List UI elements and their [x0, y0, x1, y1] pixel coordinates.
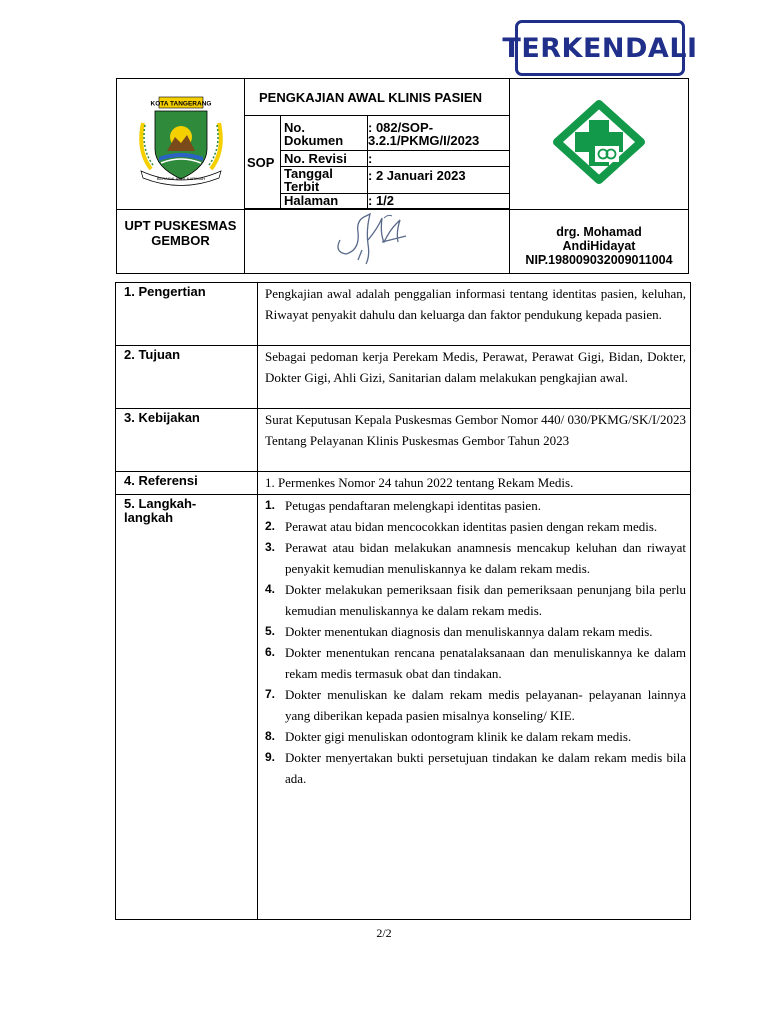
step-item: 4. Dokter melakukan pemeriksaan fisik dan pemeriksaan penunjang bila perlu kemudian menuliskannya ke dalam rekam medis. [265, 582, 686, 618]
sop-content-table [115, 282, 691, 920]
step-item: 9. Dokter menyertakan bukti persetujuan tindakan ke dalam rekam medis bila ada. [265, 750, 686, 786]
step-item: 5. Dokter menentukan diagnosis dan menuliskannya dalam rekam medis. [265, 624, 653, 639]
org-name: UPT PUSKESMAS GEMBOR [124, 218, 237, 248]
section-steps-langkah [258, 495, 691, 920]
section-title-tujuan: 2. Tujuan [116, 346, 258, 409]
section-title-referensi: 4. Referensi [116, 472, 258, 495]
step-item: 6. Dokter menentukan rencana penatalaksanaan dan menuliskannya ke dalam rekam medis termasuk obat dan tindakan. [265, 645, 686, 681]
document-title: PENGKAJIAN AWAL KLINIS PASIEN [259, 89, 482, 105]
steps-list [265, 495, 686, 789]
sop-label: SOP [247, 154, 275, 170]
puskesmas-logo [551, 100, 647, 184]
signer-cell [510, 210, 689, 274]
field-label-tanggal-terbit: Tanggal Terbit [281, 167, 368, 194]
langkah-title-text: 5. Langkah-langkah [124, 496, 197, 525]
field-label-no-revisi: No. Revisi [281, 151, 368, 167]
field-label-halaman: Halaman [281, 194, 368, 209]
health-logo-cell [510, 79, 689, 210]
section-text-referensi: 1. Permenkes Nomor 24 tahun 2022 tentang Rekam Medis. [258, 472, 691, 495]
title-cell [245, 79, 510, 116]
signer-name: drg. Mohamad AndiHidayat [556, 225, 642, 253]
page-number: 2/2 [376, 926, 392, 940]
section-text-pengertian: Pengkajian awal adalah penggalian informasi tentang identitas pasien, keluhan, Riwayat penyakit dahulu dan keluarga dan faktor pendukung kepada pasien. [258, 283, 691, 346]
step-item: 8. Dokter gigi menuliskan odontogram klinik ke dalam rekam medis. [265, 729, 632, 744]
section-text-tujuan: Sebagai pedoman kerja Perekam Medis, Perawat, Perawat Gigi, Bidan, Dokter, Dokter Gigi, Ahli Gizi, Sanitarian dalam melakukan pengkajian awal. [258, 346, 691, 409]
logo-city-text: KOTA TANGERANG [150, 100, 211, 107]
section-title-langkah [116, 495, 258, 920]
signer-nip: NIP.198009032009011004 [525, 253, 673, 267]
section-title-kebijakan: 3. Kebijakan [116, 409, 258, 472]
field-value-halaman: : 1/2 [368, 194, 510, 209]
city-logo-cell [117, 79, 245, 210]
kota-tangerang-logo [129, 93, 233, 191]
section-text-kebijakan: Surat Keputusan Kepala Puskesmas Gembor Nomor 440/ 030/PKMG/SK/I/2023 Tentang Pelayanan Klinis Puskesmas Gembor Tahun 2023 [258, 409, 691, 472]
step-item: 7. Dokter menuliskan ke dalam rekam medis pelayanan- pelayanan lainnya yang diberikan kepada pasien misalnya konseling/ KIE. [265, 687, 686, 723]
field-value-no-dokumen: : 082/SOP-3.2.1/PKMG/I/2023 [368, 116, 510, 151]
step-item: 1. Petugas pendaftaran melengkapi identitas pasien. [265, 498, 541, 513]
section-title-pengertian: 1. Pengertian [116, 283, 258, 346]
org-cell [117, 210, 245, 274]
field-value-no-revisi: : [368, 151, 510, 167]
stamp-text: TERKENDALI [502, 32, 698, 64]
field-label-no-dokumen: No. Dokumen [281, 116, 368, 151]
logo-motto: BERAKHLAKUL KARIMAH [156, 175, 205, 181]
document-header [116, 78, 689, 274]
field-value-tanggal-terbit: : 2 Januari 2023 [368, 167, 510, 194]
signature-cell [245, 210, 510, 274]
sop-cell [245, 116, 281, 209]
step-item: 3. Perawat atau bidan melakukan anamnesis mencakup keluhan dan riwayat penyakit kemudian menuliskannya ke dalam rekam medis. [265, 540, 686, 576]
signature [322, 210, 432, 268]
step-item: 2. Perawat atau bidan mencocokkan identitas pasien dengan rekam medis. [265, 519, 658, 534]
terkendali-stamp [502, 20, 698, 76]
